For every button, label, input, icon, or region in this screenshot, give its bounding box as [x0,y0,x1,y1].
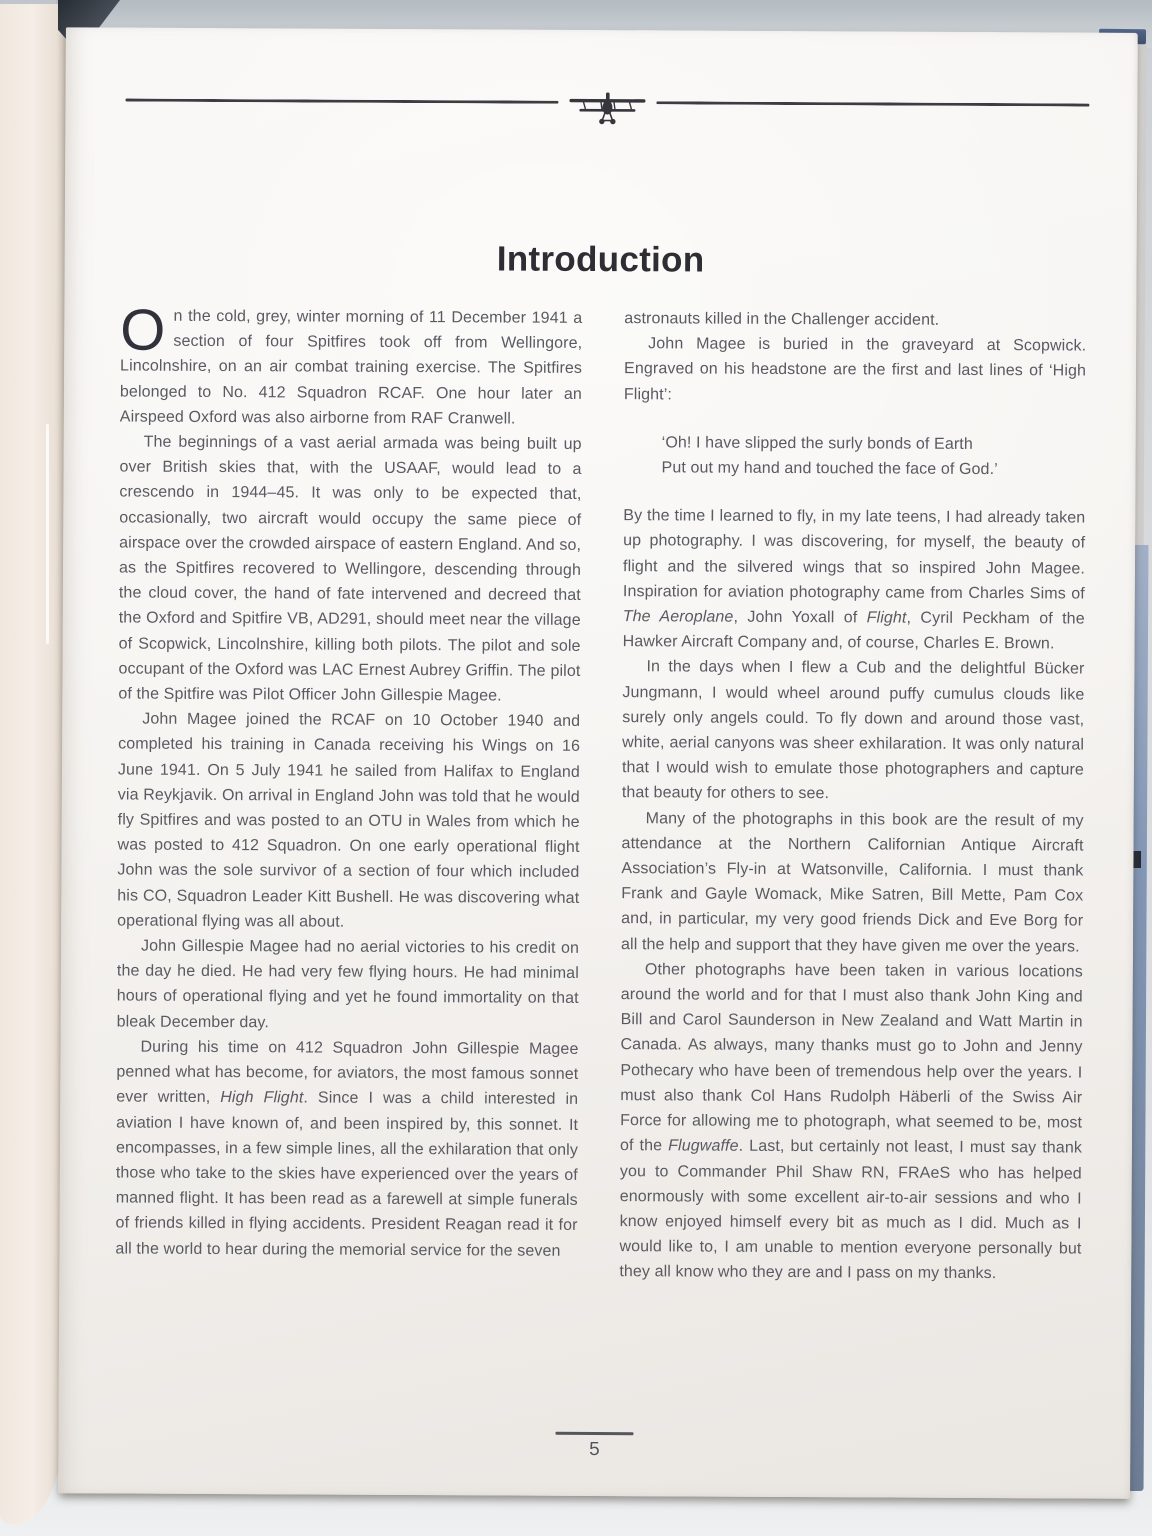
paragraph: By the time I learned to fly, in my late teens, I had already taken up photography. I was discovering, for myself, the beauty of flight and the silvered wings that so inspired John Magee. Inspiration for aviation photography came from Charles Sims of The Aeroplane, John Yoxall of Flight, Cyril Peckham of the Hawker Aircraft Company and, of course, Charles E. Brown. [622,507,1086,653]
page-title: Introduction [496,239,705,280]
header-decoration [125,86,1089,133]
paragraph: Many of the photographs in this book are the result of my attendance at the Northern Californian Antique Aircraft Association’s Fly-in at Watsonville, California. I must thank Frank and Gayle Womack, Mike Satren, Bill Mette, Pam Cox and, in particular, my very good friends Dick and Eve Borg for all the help and support that they have given me over the years. [621,809,1084,956]
paragraph: astronauts killed in the Challenger accident. [624,310,940,329]
header-rule-left [125,99,558,104]
text-column-right [619,306,1086,1287]
paragraph: John Magee joined the RCAF on 10 October 1940 and completed his training in Canada receiving his Wings on 16 June 1941. On 5 July 1941 he sailed from Halifax to England via Reykjavik. On arrival in England John was told that he would fly Spitfires and was posted to an OTU in Wales from which he was posted to 412 Squadron. On one early operational flight John was the sole survivor of a section of four which included his CO, Squadron Leader Kitt Bushell. He was discovering what operational flying was all about. [117,710,581,931]
poem-quote: ‘Oh! I have slipped the surly bonds of Earth Put out my hand and touched the face of God.’ [661,434,998,479]
paragraph: The beginnings of a vast aerial armada was being built up over British skies that, with the USAAF, would lead to a crescendo in 1944–45. It was only to be expected that, occasionally, two aircraft would occupy the same piece of airspace over the crowded airspace of eastern England. And so, as the Spitfires recovered to Wellingore, descending through the cloud cover, the hand of fate intervened and decreed that the Oxford and Spitfire VB, AD291, should meet near the village of Scopwick, Lincolnshire, killing both pilots. The pilot and sole occupant of the Oxford was LAC Ernest Aubrey Griffin. The pilot of the Spitfire was Pilot Officer John Gillespie Magee. [118,433,582,705]
text-columns [115,297,1087,1287]
header-rule-right [656,101,1089,106]
biplane-icon [565,91,649,131]
paragraph: John Gillespie Magee had no aerial victories to his credit on the day he died. He had very few flying hours. He had minimal hours of operational flying and yet he found immortality on that bleak December day. [116,937,580,1031]
page-number: 5 [589,1438,600,1460]
paragraph: John Magee is buried in the graveyard at Scopwick. Engraved on his headstone are the first and last lines of ‘High Flight’: [623,335,1087,403]
page-footer [58,1429,1130,1463]
book-page [58,27,1138,1499]
cover-crease-highlight [46,424,49,644]
drop-cap: O [120,297,166,363]
text-column-left [115,297,583,1284]
paragraph: In the days when I flew a Cub and the delightful Bücker Jungmann, I would wheel around puffy cumulus clouds like surely only angels could. To fly down and around those vast, white, aerial canyons was sheer exhilaration. It was only natural that I would wish to emulate those photographers and capture that beauty for others to see. [621,658,1085,803]
footer-rule [555,1432,633,1435]
paragraph: During his time on 412 Squadron John Gillespie Magee penned what has become, for aviators, the most famous sonnet ever written, High Flight. Since I was a child interested in aviation I have known of, and been inspired by, this sonnet. It encompasses, in a few simple lines, all the exhilaration that only those who take to the skies have experienced over the years of manned flight. It has been read as a farewell at simple funerals of friends killed in flying accidents. President Reagan read it for all the world to hear during the memorial service for the seven [115,1038,579,1260]
book-cover-left-edge [0,4,66,1524]
paragraph: Other photographs have been taken in various locations around the world and for that I must also thank John King and Bill and Carol Saunderson in New Zealand and Watt Martin in Canada. As always, many thanks must go to John and Jenny Pothecary who have been of tremendous help over the years. I must also thank Col Hans Rudolph Häberli of the Swiss Air Force for allowing me to photograph, what seemed to be, most of the Flugwaffe. Last, but certainly not least, I must say thank you to Commander Phil Shaw RN, FRAeS who has helped enormously with some excellent air-to-air sessions and who I know enjoyed himself every bit as much as I did. Much as I would like to, I am unable to mention everyone personally but they all know who they are and I pass on my thanks. [619,961,1083,1283]
paragraph: On the cold, grey, winter morning of 11 December 1941 a section of four Spitfires took off from Wellingore, Lincolnshire, on an air combat training exercise. The Spitfires belonged to No. 412 Squadron RCAF. One hour later an Airspeed Oxford was also airborne from RAF Cranwell. [119,297,583,428]
